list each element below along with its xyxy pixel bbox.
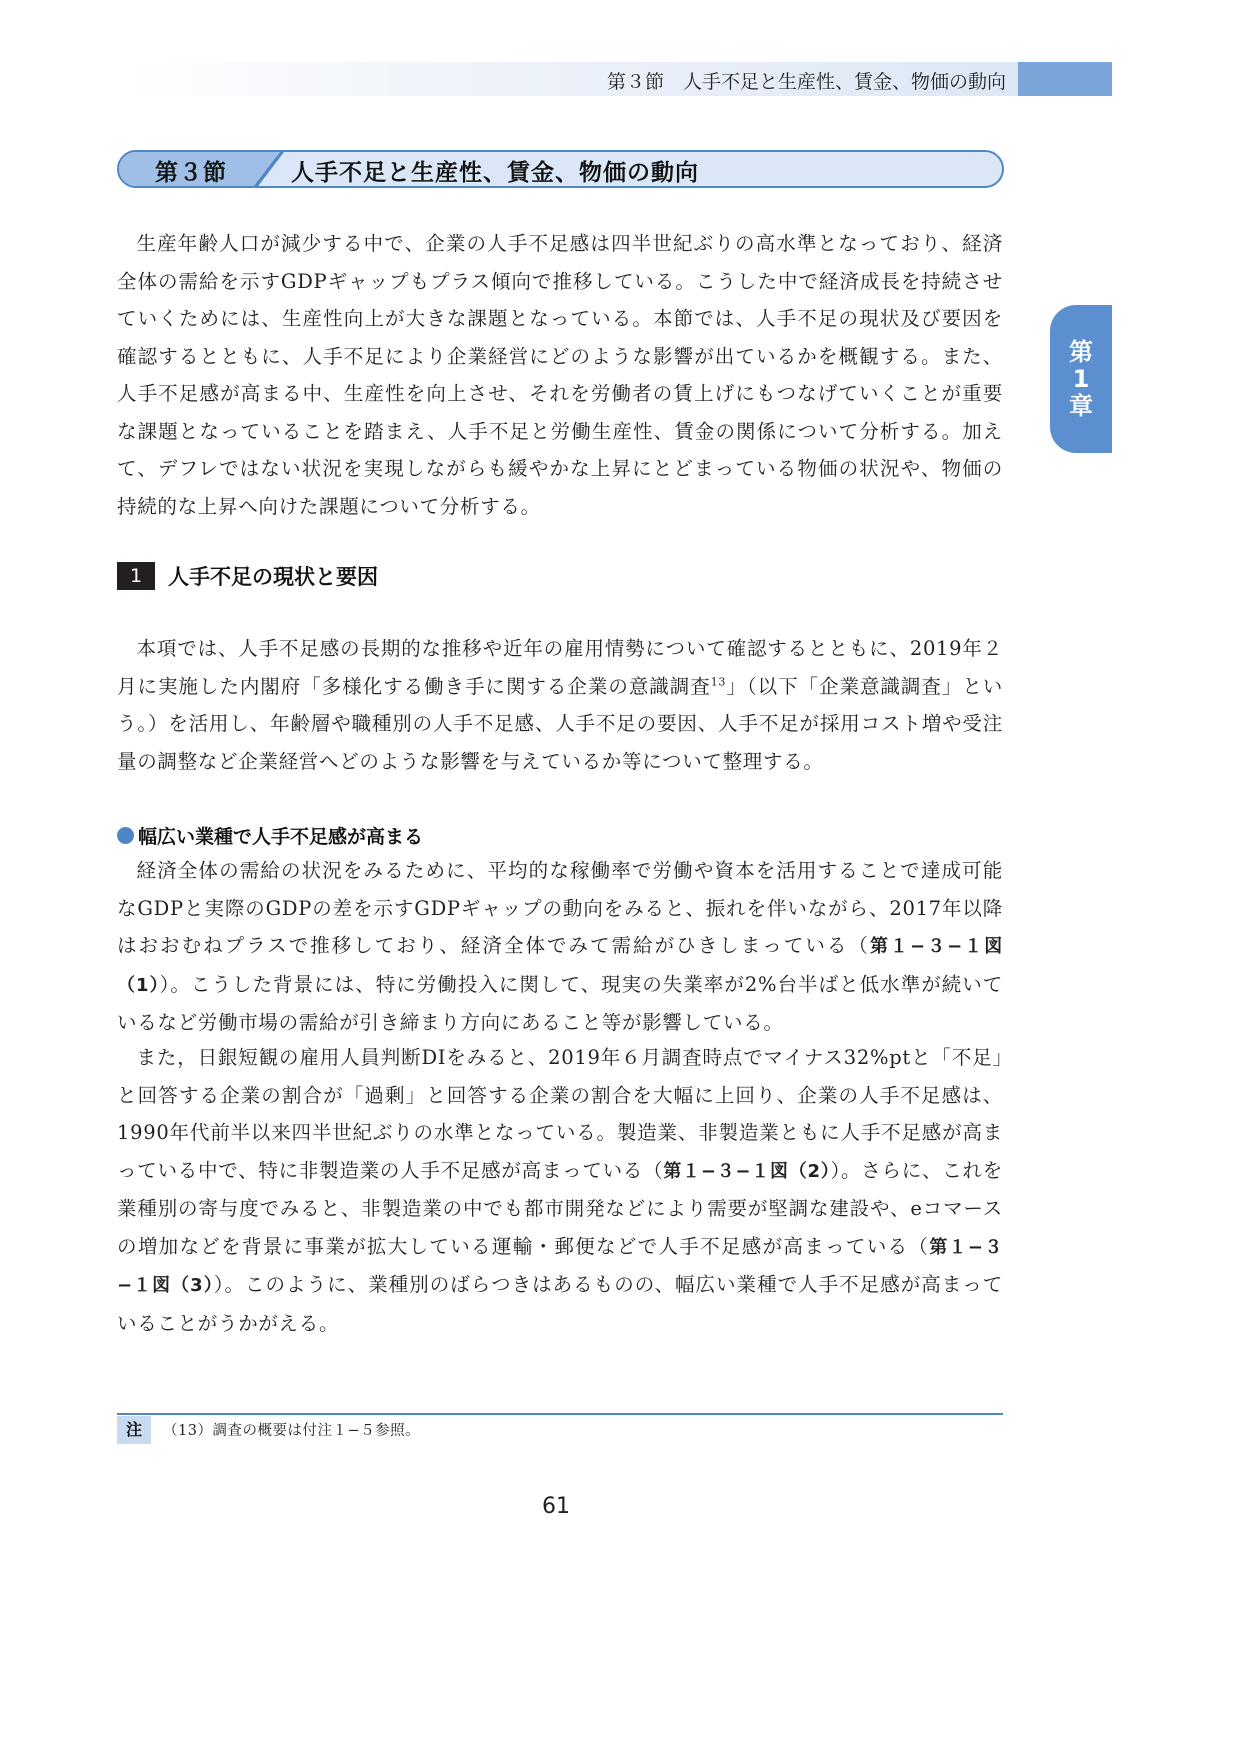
- paragraph-text: 」（以下「企業意識調査」という。）を活用し、年齢層や職種別の人手不足感、人手不足の要因、人手不足が採用コスト増や受注量の調整など企業経営へどのような影響を与えているか等について整理する。: [117, 674, 1003, 773]
- section-banner: [117, 150, 1004, 188]
- body-paragraph-2: [117, 1039, 1003, 1342]
- intro-paragraph: 生産年齢人口が減少する中で、企業の人手不足感は四半世紀ぶりの高水準となっており、経済全体の需給を示すGDPギャップもプラス傾向で推移している。こうした中で経済成長を持続させていくためには、生産性向上が大きな課題となっている。本節では、人手不足の現状及び要因を確認するとともに、人手不足により企業経営にどのような影響が出ているかを概観する。また、人手不足感が高まる中、生産性を向上させ、それを労働者の賃上げにもつなげていくことが重要な課題となっていることを踏まえ、人手不足と労働生産性、賃金の関係について分析する。加えて、デフレではない状況を実現しながらも緩やかな上昇にとどまっている物価の状況や、物価の持続的な上昇へ向けた課題について分析する。: [117, 232, 1003, 518]
- chapter-tab: [1050, 305, 1112, 453]
- running-header: [128, 62, 1018, 96]
- subsection-number: 1: [117, 562, 155, 590]
- page-number: 61: [542, 1494, 570, 1519]
- section-title: 人手不足と生産性、賃金、物価の動向: [291, 160, 699, 186]
- paragraph-text: 経済全体の需給の状況をみるために、平均的な稼働率で労働や資本を活用することで達成可能なGDPと実際のGDPの差を示すGDPギャップの動向をみると、振れを伴いながら、2017年以降はおおむねプラスで推移しており、経済全体でみて需給がひきしまっている（: [117, 859, 1003, 957]
- chapter-tab-char: 章: [1069, 391, 1093, 420]
- footnote-text: （13）調査の概要は付注１−５参照。: [163, 1423, 421, 1439]
- paragraph-text: 本項では、人手不足感の長期的な推移や近年の雇用情勢について確認するとともに、2019年２月に実施した内閣府「多様化する働き手に関する企業の意識調査: [117, 637, 1003, 698]
- figure-reference: 第１−３−１図（2）: [663, 1160, 831, 1182]
- subsection-paragraph: [117, 630, 1003, 780]
- figure-reference: 第１−３−１図（1）: [117, 936, 1003, 996]
- chapter-tab-char: 1: [1072, 364, 1090, 393]
- footnote-divider: [117, 1413, 1003, 1415]
- footnote-reference: 13: [710, 675, 727, 688]
- topic-heading-text: 幅広い業種で人手不足感が高まる: [138, 826, 424, 848]
- paragraph-text: ）。さらに、これを業種別の寄与度でみると、非製造業の中でも都市開発などにより需要が堅調な建設や、eコマースの増加などを背景に事業が拡大している運輸・郵便などで人手不足感が高まっている（: [117, 1158, 1003, 1258]
- section-number: 第３節: [155, 160, 227, 186]
- subsection-heading: [117, 561, 378, 591]
- footnote-label: 注: [117, 1416, 151, 1444]
- chapter-tab-char: 第: [1069, 337, 1093, 366]
- paragraph-text: ）。このように、業種別のばらつきはあるものの、幅広い業種で人手不足感が高まっていることがうかがえる。: [117, 1273, 1003, 1335]
- body-paragraph-1: [117, 852, 1003, 1042]
- header-color-block: [1018, 62, 1112, 96]
- figure-reference: 第１−３−１図（3）: [117, 1236, 1003, 1296]
- paragraph-text: ）。こうした背景には、特に労働投入に関して、現実の失業率が2%台半ばと低水準が続いているなど労働市場の需給が引き締まり方向にあること等が影響している。: [117, 972, 1004, 1034]
- topic-heading: [117, 822, 423, 849]
- subsection-title: 人手不足の現状と要因: [168, 565, 378, 589]
- paragraph-text: また，日銀短観の雇用人員判断DIをみると、2019年６月調査時点でマイナス32%ptと「不足」と回答する企業の割合が「過剰」と回答する企業の割合を大幅に上回り、企業の人手不足感は、1990年代前半以来四半世紀ぶりの水準となっている。製造業、非製造業ともに人手不足感が高まっている中で、特に非製造業の人手不足感が高まっている（: [117, 1046, 1003, 1182]
- running-header-text: 第３節 人手不足と生産性、賃金、物価の動向: [606, 71, 1006, 93]
- bullet-circle-icon: [117, 827, 134, 844]
